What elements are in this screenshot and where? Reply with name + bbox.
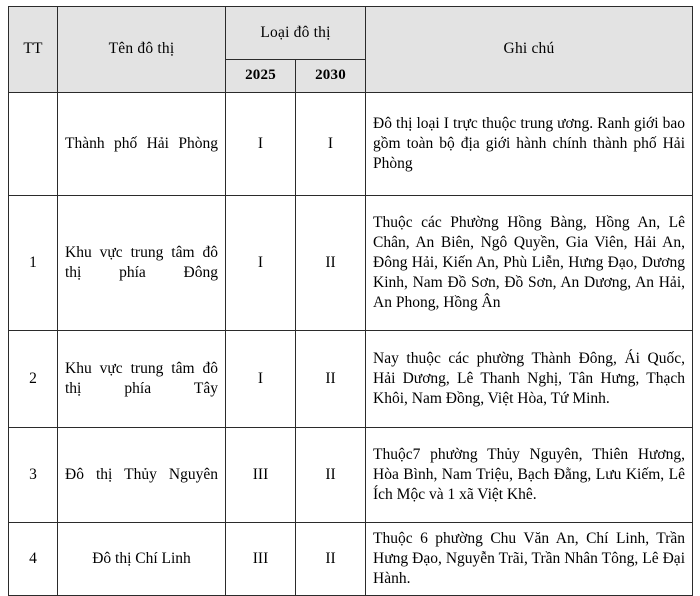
urban-classification-table xyxy=(8,6,693,596)
cell-order-number: 4 xyxy=(9,523,58,596)
cell-note: Thuộc 6 phường Chu Văn An, Chí Linh, Trần Hưng Đạo, Nguyễn Trãi, Trần Nhân Tông, Lê Đại Hành. xyxy=(366,523,693,596)
table-row xyxy=(9,428,693,523)
column-header-note: Ghi chú xyxy=(366,7,693,93)
cell-urban-name: Đô thị Thủy Nguyên xyxy=(58,428,226,523)
table-row xyxy=(9,93,693,196)
cell-urban-name: Khu vực trung tâm đô thị phía Tây xyxy=(58,331,226,428)
cell-type-2025: I xyxy=(226,331,296,428)
cell-type-2025: I xyxy=(226,196,296,331)
cell-type-2030: II xyxy=(296,523,366,596)
cell-type-2030: II xyxy=(296,331,366,428)
column-header-tt: TT xyxy=(9,7,58,93)
cell-note: Thuộc các Phường Hồng Bàng, Hồng An, Lê Chân, An Biên, Ngô Quyền, Gia Viên, Hải An, Đông Hải, Kiến An, Phù Liễn, Hưng Đạo, Dương Kinh, Nam Đồ Sơn, Đồ Sơn, An Dương, An Hải, An Phong, Hồng Ân xyxy=(366,196,693,331)
table-header xyxy=(9,7,693,93)
cell-order-number xyxy=(9,93,58,196)
cell-note: Đô thị loại I trực thuộc trung ương. Ranh giới bao gồm toàn bộ địa giới hành chính thành phố Hải Phòng xyxy=(366,93,693,196)
cell-urban-name: Đô thị Chí Linh xyxy=(58,523,226,596)
cell-urban-name: Thành phố Hải Phòng xyxy=(58,93,226,196)
cell-type-2030: II xyxy=(296,428,366,523)
cell-order-number: 2 xyxy=(9,331,58,428)
cell-type-2030: I xyxy=(296,93,366,196)
cell-order-number: 3 xyxy=(9,428,58,523)
table-row xyxy=(9,523,693,596)
table-row xyxy=(9,196,693,331)
cell-note: Thuộc7 phường Thủy Nguyên, Thiên Hương, Hòa Bình, Nam Triệu, Bạch Đằng, Lưu Kiếm, Lê Ích Mộc và 1 xã Việt Khê. xyxy=(366,428,693,523)
cell-urban-name: Khu vực trung tâm đô thị phía Đông xyxy=(58,196,226,331)
table-body xyxy=(9,93,693,596)
column-header-year-2025: 2025 xyxy=(226,60,296,93)
cell-type-2025: III xyxy=(226,428,296,523)
cell-order-number: 1 xyxy=(9,196,58,331)
table-row xyxy=(9,331,693,428)
column-header-name: Tên đô thị xyxy=(58,7,226,93)
cell-type-2025: III xyxy=(226,523,296,596)
cell-note: Nay thuộc các phường Thành Đông, Ái Quốc, Hải Dương, Lê Thanh Nghị, Tân Hưng, Thạch Khôi, Nam Đồng, Việt Hòa, Tứ Minh. xyxy=(366,331,693,428)
column-header-year-2030: 2030 xyxy=(296,60,366,93)
cell-type-2025: I xyxy=(226,93,296,196)
header-row-primary xyxy=(9,7,693,60)
cell-type-2030: II xyxy=(296,196,366,331)
column-header-type-group: Loại đô thị xyxy=(226,7,366,60)
